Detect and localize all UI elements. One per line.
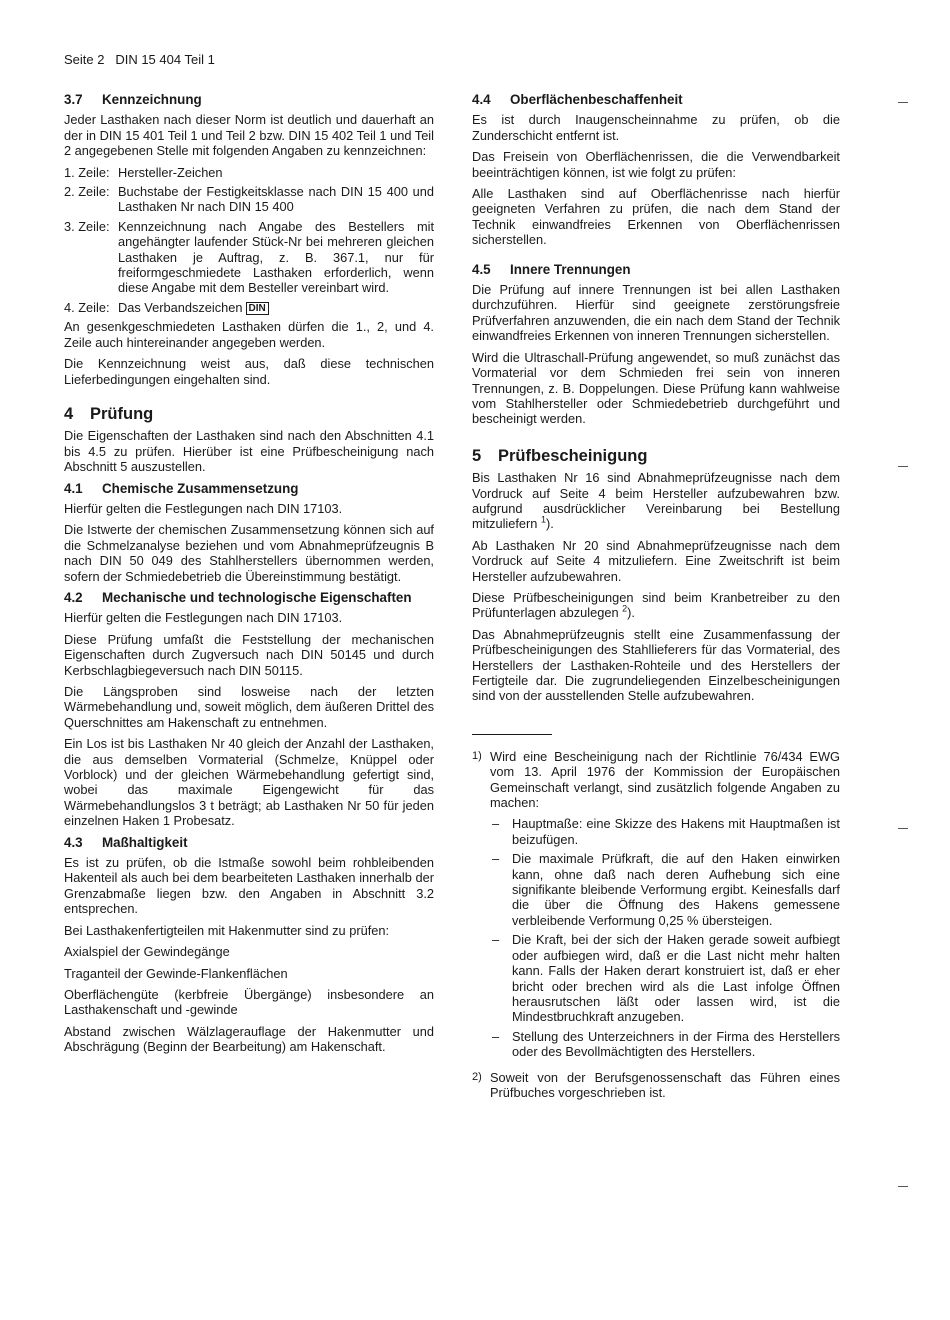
margin-tick — [898, 102, 908, 103]
footnote-divider — [472, 734, 552, 735]
left-column — [64, 86, 434, 1061]
paragraph: Bis Lasthaken Nr 16 sind Abnahmeprüfzeugnisse nach dem Vordruck auf Seite 4 beim Hersteller aufzubewahren bzw. aufgrund ausdrücklicher Vereinbarung bei Bestellung mitzuliefern $^1$). — [472, 470, 840, 532]
section-heading-3-7: 3.7 Kennzeichnung — [64, 92, 202, 107]
paragraph: Die Prüfung auf innere Trennungen ist bei allen Lasthaken durchzuführen. Hierfür sind geeignete zerstörungsfreie Prüfverfahren anzuwenden, die ein nach dem Stand der Technik einwandfreies Erkennen von inneren Trennungen sicherstellen. — [472, 282, 840, 344]
paragraph: Abstand zwischen Wälzlagerauflage der Hakenmutter und Abschrägung (Beginn der Bearbeitung) am Hakenschaft. — [64, 1023, 434, 1055]
paragraph: Es ist zu prüfen, ob die Istmaße sowohl beim rohbleibenden Hakenteil als auch bei dem bearbeiteten Lasthaken innerhalb der Grenzabmaße liegen bzw. den Angaben in Abschnitt 3.2 entsprechen. — [64, 855, 434, 917]
section-heading-4-3: 4.3 Maßhaltigkeit — [64, 834, 188, 850]
footnote-ref[interactable]: 1 — [541, 515, 547, 526]
page-number: Seite 2 — [64, 52, 105, 67]
paragraph: Die Längsproben sind losweise nach der letzten Wärmebehandlung und, soweit möglich, dem äußeren Drittel des Querschnittes am Hakenschaft zu entnehmen. — [64, 684, 434, 730]
document-id: DIN 15 404 Teil 1 — [115, 52, 215, 67]
paragraph: Alle Lasthaken sind auf Oberflächenrisse nach hierfür geeigneten Verfahren zu prüfen, die nach dem Stand der Technik einwandfreies Erkennen von Oberflächenrissen sicherstellen. — [472, 186, 840, 248]
page-header — [64, 52, 215, 67]
footnote-ref[interactable]: 2 — [622, 604, 628, 615]
marking-line-4: 4. Zeile: Das Verbandszeichen DIN — [64, 300, 434, 315]
paragraph: Die Kennzeichnung weist aus, daß diese technischen Lieferbedingungen eingehalten sind. — [64, 356, 434, 387]
section-heading-4: 4 Prüfung — [64, 404, 154, 423]
margin-tick — [898, 1186, 908, 1187]
paragraph: Ein Los ist bis Lasthaken Nr 40 gleich der Anzahl der Lasthaken, die aus demselben Vormaterial (Schmelze, Knüppel oder Vorblock) und der gleichen Wärmebehandlung gefertigt sind, wobei das maximale Eigengewicht für das Wärmebehandlungslos 3 t beträgt; ab Lasthaken Nr 50 für jeden einzelnen Haken 1 Probesatz. — [64, 736, 434, 829]
footnote-2: 2) Soweit von der Berufsgenossenschaft das Führen eines Prüfbuches vorgeschrieben ist. — [472, 1069, 840, 1100]
footnote-list-item: – Hauptmaße: eine Skizze des Hakens mit Hauptmaßen ist beizufügen. — [492, 816, 840, 847]
paragraph: Bei Lasthakenfertigteilen mit Hakenmutter sind zu prüfen: — [64, 922, 390, 938]
marking-line-2: 2. Zeile: Buchstabe der Festigkeitsklasse nach DIN 15 400 und Lasthaken Nr nach DIN 15 400 — [64, 184, 434, 215]
right-column — [472, 86, 840, 1112]
paragraph: Das Freisein von Oberflächenrissen, die die Verwendbarkeit beeinträchtigen können, ist wie folgt zu prüfen: — [472, 149, 840, 180]
section-heading-4-1: 4.1 Chemische Zusammensetzung — [64, 480, 299, 496]
paragraph: Wird die Ultraschall-Prüfung angewendet, so muß zunächst das Vormaterial vor dem Schmieden frei sein von inneren Trennungen, z. B. Doppelungen. Diese Prüfung kann wahlweise vom Stahlhersteller oder Schmiedebetrieb durchgeführt und bescheinigt werden. — [472, 349, 840, 427]
paragraph: Das Abnahmeprüfzeugnis stellt eine Zusammenfassung der Prüfbescheinigungen des Stahllieferers für das Vormaterial, des Herstellers der Lasthaken-Rohteile und des Herstellers der Fertigteile dar. Die zugrundeliegenden Einzelbescheinigungen sind von der ausstellenden Stelle aufzubewahren. — [472, 626, 840, 704]
margin-tick — [898, 466, 908, 467]
paragraph: Traganteil der Gewinde-Flankenflächen — [64, 965, 288, 981]
footnote-list-item: – Stellung des Unterzeichners in der Firma des Herstellers oder des Bevollmächtigten des Herstellers. — [492, 1028, 840, 1060]
section-heading-5: 5 Prüfbescheinigung — [472, 446, 648, 465]
section-heading-4-4: 4.4 Oberflächenbeschaffenheit — [472, 92, 683, 107]
din-mark-icon: DIN — [246, 302, 269, 315]
paragraph: Es ist durch Inaugenscheinnahme zu prüfen, ob die Zunderschicht entfernt ist. — [472, 112, 840, 143]
paragraph: Hierfür gelten die Festlegungen nach DIN 17103. — [64, 500, 343, 516]
footnote-list-item: – Die Kraft, bei der sich der Haken gerade soweit aufbiegt oder aufbiegen wird, daß er die Last nicht mehr halten kann. Falls der Haken derart konstruiert ist, daß er eher bricht oder brechen wird als die Last infolge Öffnen herausrutschen läßt oder lassen wird, ist die Mindestbruchkraft anzugeben. — [492, 932, 840, 1025]
paragraph: Diese Prüfbescheinigungen sind beim Kranbetreiber zu den Prüfunterlagen abzulegen $^2$). — [472, 589, 840, 621]
paragraph: Oberflächengüte (kerbfreie Übergänge) insbesondere an Lasthakenschaft und -gewinde — [64, 986, 434, 1018]
paragraph: Ab Lasthaken Nr 20 sind Abnahmeprüfzeugnisse nach dem Vordruck auf Seite 4 mitzuliefern. Eine Zweitschrift ist beim Hersteller aufzubewahren. — [472, 537, 840, 584]
footnote-1: 1) Wird eine Bescheinigung nach der Richtlinie 76/434 EWG vom 13. April 1976 der Kommission der Europäischen Gemeinschaft verlangt, sind zusätzlich folgende Angaben zu machen: – Hauptmaße: eine Skizze des Hakens mit Hauptmaßen ist beizufügen. – Die maximale Prüfkraft, die auf den Haken einwirken kann, ohne daß nach deren Aufhebung sich eine signifikante bleibende Verformung ergibt. Keinesfalls darf die über die Öffnung des Hakens gemessene verbleibende Verformung 0,25 % übersteigen. – Die Kraft, bei der sich der Haken gerade soweit aufbiegt oder aufbiegen wird, daß er die Last nicht mehr halten kann. Falls der Haken derart konstruiert ist, daß er eher bricht oder brechen wird als die Last infolge Öffnen herausrutschen läßt oder lassen wird, ist die Mindestbruchkraft anzugeben. – Stellung des Unterzeichners in der Firma des Herstellers oder des Bevollmächtigten des Herstellers. — [472, 748, 840, 1060]
section-heading-4-2: 4.2 Mechanische und technologische Eigenschaften — [64, 589, 412, 605]
paragraph: Diese Prüfung umfaßt die Feststellung der mechanischen Eigenschaften durch Zugversuch nach DIN 50145 und durch Kerbschlagbiegeversuch nach DIN 50115. — [64, 631, 434, 678]
footnote-list-item: – Die maximale Prüfkraft, die auf den Haken einwirken kann, ohne daß nach deren Aufhebung sich eine signifikante bleibende Verformung ergibt. Keinesfalls darf die über die Öffnung des Hakens gemessene verbleibende Verformung 0,25 % übersteigen. — [492, 851, 840, 928]
paragraph: An gesenkgeschmiedeten Lasthaken dürfen die 1., 2, und 4. Zeile auch hintereinander angegeben werden. — [64, 319, 434, 350]
paragraph: Die Istwerte der chemischen Zusammensetzung können sich auf die Schmelzanalyse beziehen und vom Abnahmeprüfzeugnis B nach DIN 50 049 des Stahlherstellers übernommen werden, sofern der Schmiedebetrieb die Übereinstimmung bestätigt. — [64, 522, 434, 584]
marking-line-3: 3. Zeile: Kennzeichnung nach Angabe des Bestellers mit angehängter laufender Stück-Nr bei mehreren gleichen Lasthaken je Auftrag, z. B. 367.1, nur für freiformgeschmiedete Lasthaken erforderlich, wenn diese Angabe mit dem Besteller vereinbart wird. — [64, 218, 434, 296]
margin-tick — [898, 828, 908, 829]
paragraph: Hierfür gelten die Festlegungen nach DIN 17103. — [64, 610, 343, 626]
section-heading-4-5: 4.5 Innere Trennungen — [472, 261, 631, 277]
marking-line-1: 1. Zeile: Hersteller-Zeichen — [64, 164, 223, 180]
paragraph: Jeder Lasthaken nach dieser Norm ist deutlich und dauerhaft an der in DIN 15 401 Teil 1 und Teil 2 bzw. DIN 15 402 Teil 1 und Teil 2 angegebenen Stelle mit folgenden Angaben zu kennzeichnen: — [64, 112, 434, 159]
paragraph: Axialspiel der Gewindegänge — [64, 944, 230, 960]
paragraph: Die Eigenschaften der Lasthaken sind nach den Abschnitten 4.1 bis 4.5 zu prüfen. Hierüber ist eine Prüfbescheinigung nach Abschnitt 5 auszustellen. — [64, 428, 434, 475]
